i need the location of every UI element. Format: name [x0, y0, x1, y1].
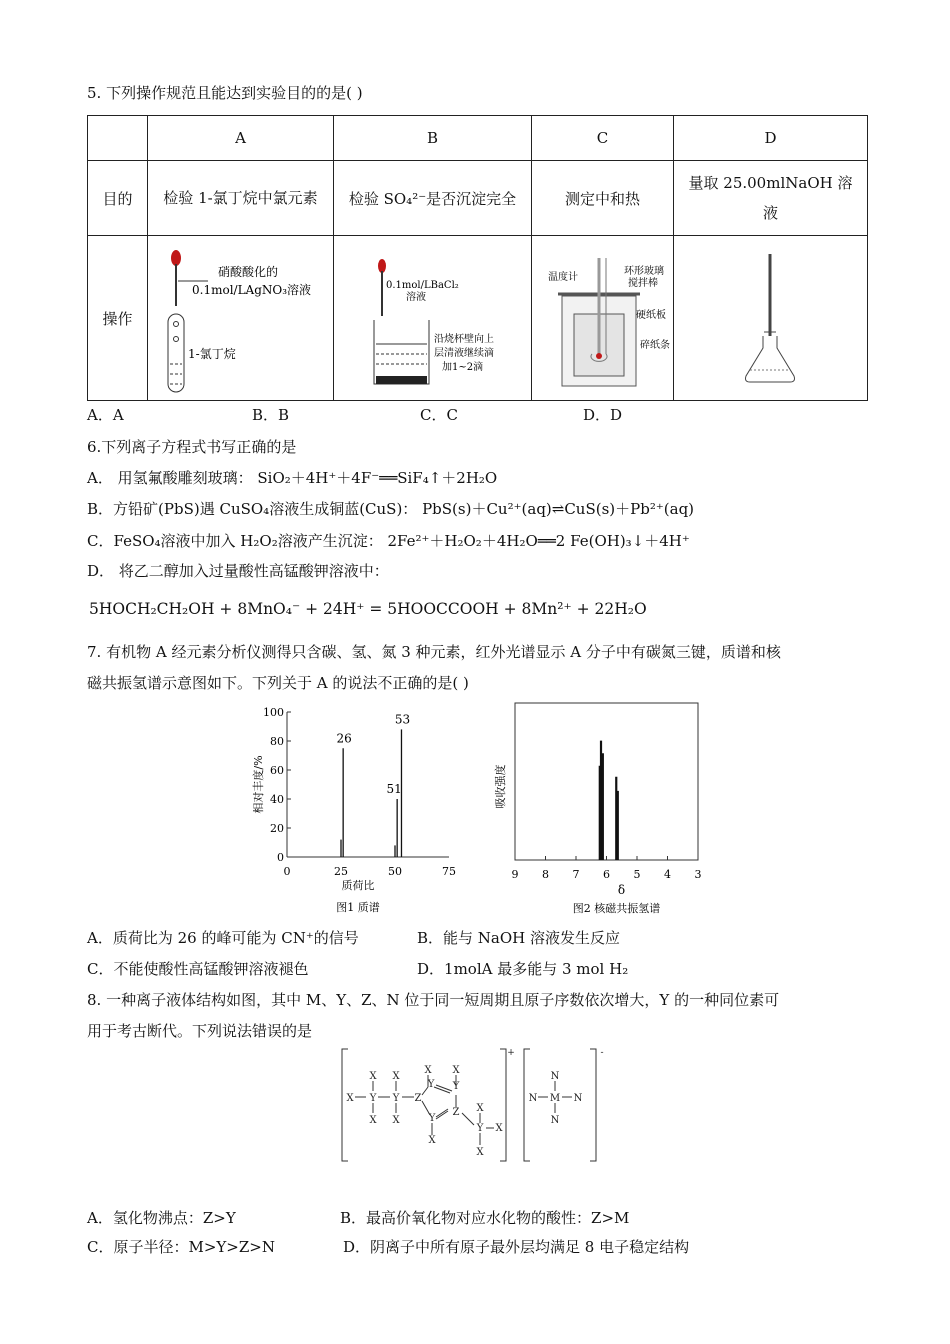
svg-text:X: X: [495, 1123, 503, 1134]
svg-text:Y: Y: [427, 1079, 435, 1090]
x-tick-label: 6: [603, 868, 610, 881]
peak-label: 26: [336, 731, 352, 746]
svg-text:N: N: [573, 1093, 583, 1104]
peak-label: 53: [394, 712, 411, 727]
q6-option-c[interactable]: C．FeSO₄溶液中加入 H₂O₂溶液产生沉淀： 2Fe²⁺＋H₂O₂＋4H₂O══2 Fe(OH)₃↓＋4H⁺: [87, 532, 690, 550]
svg-text:X: X: [369, 1071, 377, 1082]
x-tick-label: 5: [633, 868, 641, 881]
svg-text:-: -: [600, 1048, 604, 1058]
figure-a: [148, 236, 334, 401]
figure-b: [334, 236, 532, 401]
option-d[interactable]: D．D: [583, 406, 623, 424]
q8-option-c[interactable]: C．原子半径：M>Y>Z>N: [87, 1238, 275, 1256]
q6-option-b[interactable]: B．方铅矿(PbS)遇 CuSO₄溶液生成铜蓝(CuS)： PbS(s)＋Cu²⁺(aq)⇌CuS(s)＋Pb²⁺(aq): [87, 500, 695, 518]
q6-stem: 6.下列离子方程式书写正确的是: [87, 438, 297, 456]
q5-table: [87, 115, 868, 401]
q7-stem: 磁共振氢谱示意图如下。下列关于 A 的说法不正确的是( ): [87, 674, 469, 692]
label: 碎纸条: [640, 340, 670, 351]
x-tick-label: 25: [334, 865, 348, 878]
y-axis-label: 吸收强度: [494, 764, 507, 809]
q8-option-a[interactable]: A．氢化物沸点：Z>Y: [87, 1209, 236, 1227]
label: 1-氯丁烷: [188, 347, 236, 361]
label: 层清液继续滴: [434, 348, 494, 359]
y-tick-label: 40: [270, 793, 284, 806]
svg-text:N: N: [528, 1093, 538, 1104]
plot-frame: [515, 703, 698, 860]
svg-text:X: X: [369, 1115, 377, 1126]
svg-text:+: +: [507, 1048, 515, 1058]
figure-c: [532, 236, 674, 401]
label: 硝酸酸化的: [218, 265, 279, 279]
purpose-cell: 检验 1-氯丁烷中氯元素: [148, 161, 334, 236]
x-axis-label: δ: [617, 883, 626, 897]
q8-option-b[interactable]: B．最高价氧化物对应水化物的酸性：Z>M: [340, 1209, 630, 1227]
x-tick-label: 0: [283, 865, 291, 878]
purpose-cell: 检验 SO₄²⁻是否沉淀完全: [334, 161, 532, 236]
q5-stem: 5. 下列操作规范且能达到实验目的的是( ): [87, 84, 363, 102]
option-c[interactable]: C．C: [420, 406, 458, 424]
purpose-cell: 量取 25.00mlNaOH 溶液: [674, 161, 868, 236]
test-tube-dropper-figure: [148, 236, 333, 396]
x-tick-label: 3: [694, 868, 702, 881]
x-tick-label: 7: [572, 868, 580, 881]
row-label: 操作: [88, 236, 148, 401]
chart-title: 图2 核磁共振氢谱: [572, 902, 661, 915]
q7-option-b[interactable]: B．能与 NaOH 溶液发生反应: [417, 929, 621, 947]
ionic-liquid-structure: [340, 1045, 620, 1170]
svg-text:X: X: [392, 1071, 400, 1082]
q6-equation-d: 5HOCH₂CH₂OH + 8MnO₄⁻ + 24H⁺ = 5HOOCCOOH + 8Mn²⁺ + 22H₂O: [89, 600, 647, 618]
purpose-cell: 测定中和热: [532, 161, 674, 236]
svg-text:Y: Y: [476, 1123, 484, 1134]
svg-text:Z: Z: [414, 1093, 422, 1104]
q7-stem: 7. 有机物 A 经元素分析仪测得只含碳、氢、氮 3 种元素，红外光谱显示 A 分子中有碳氮三键，质谱和核: [87, 643, 781, 661]
svg-text:X: X: [476, 1147, 484, 1158]
label: 温度计: [548, 272, 578, 283]
x-tick-label: 50: [388, 865, 402, 878]
svg-text:X: X: [346, 1093, 354, 1104]
y-tick-label: 0: [277, 851, 284, 864]
figure-d: [674, 236, 868, 401]
header-cell: B: [334, 116, 532, 161]
calorimeter-figure: [532, 236, 673, 396]
x-tick-label: 9: [511, 868, 519, 881]
label: 0.1mol/LAgNO₃溶液: [192, 283, 312, 297]
option-a[interactable]: A．A: [87, 406, 124, 424]
x-tick-label: 75: [442, 865, 456, 878]
y-tick-label: 20: [270, 822, 284, 835]
svg-text:N: N: [550, 1115, 560, 1126]
header-cell: C: [532, 116, 674, 161]
row-label: 目的: [88, 161, 148, 236]
option-b[interactable]: B．B: [252, 406, 290, 424]
y-tick-label: 60: [270, 764, 284, 777]
q8-option-d[interactable]: D．阴离子中所有原子最外层均满足 8 电子稳定结构: [343, 1238, 690, 1256]
x-tick-label: 8: [542, 868, 549, 881]
spectra-figures: [230, 700, 720, 922]
q7-option-c[interactable]: C．不能使酸性高锰酸钾溶液褪色: [87, 960, 309, 978]
y-axis-label: 相对丰度/%: [252, 755, 265, 814]
chart-title: 图1 质谱: [336, 901, 380, 914]
svg-text:N: N: [550, 1071, 560, 1082]
beaker-dropper-figure: [334, 236, 531, 396]
label: 溶液: [406, 292, 426, 303]
svg-text:Y: Y: [369, 1093, 377, 1104]
q7-option-d[interactable]: D．1molA 最多能与 3 mol H₂: [417, 960, 629, 978]
x-axis-label: 质荷比: [341, 879, 375, 892]
peak-label: 51: [386, 782, 402, 796]
label: 搅拌棒: [628, 278, 658, 289]
label: 环形玻璃: [624, 266, 664, 277]
svg-text:Y: Y: [392, 1093, 400, 1104]
header-cell: A: [148, 116, 334, 161]
svg-text:Y: Y: [452, 1081, 460, 1092]
q8-stem: 用于考古断代。下列说法错误的是: [87, 1022, 313, 1040]
q7-option-a[interactable]: A．质荷比为 26 的峰可能为 CN⁺的信号: [87, 929, 359, 947]
svg-text:X: X: [424, 1065, 432, 1076]
svg-text:X: X: [476, 1103, 484, 1114]
label: 硬纸板: [636, 310, 666, 321]
dropper-bulb-icon: [171, 250, 181, 266]
q6-option-a[interactable]: A． 用氢氟酸雕刻玻璃： SiO₂＋4H⁺＋4F⁻══SiF₄↑＋2H₂O: [87, 469, 498, 487]
burette-flask-figure: [674, 236, 867, 396]
label: 沿烧杯壁向上: [434, 334, 494, 345]
y-tick-label: 80: [270, 735, 284, 748]
q6-option-d[interactable]: D． 将乙二醇加入过量酸性高锰酸钾溶液中：: [87, 562, 389, 580]
svg-text:X: X: [392, 1115, 400, 1126]
svg-text:X: X: [428, 1135, 436, 1146]
header-cell: [88, 116, 148, 161]
svg-text:Y: Y: [428, 1113, 436, 1124]
x-tick-label: 4: [664, 868, 671, 881]
svg-text:M: M: [549, 1093, 561, 1104]
svg-text:X: X: [452, 1065, 460, 1076]
q8-stem: 8. 一种离子液体结构如图，其中 M、Y、Z、N 位于同一短周期且原子序数依次增大，Y 的一种同位素可: [87, 991, 780, 1009]
label: 加1~2滴: [442, 362, 484, 373]
svg-text:Z: Z: [452, 1107, 460, 1118]
label: 0.1mol/LBaCl₂: [386, 280, 459, 291]
header-cell: D: [674, 116, 868, 161]
y-tick-label: 100: [263, 706, 284, 719]
